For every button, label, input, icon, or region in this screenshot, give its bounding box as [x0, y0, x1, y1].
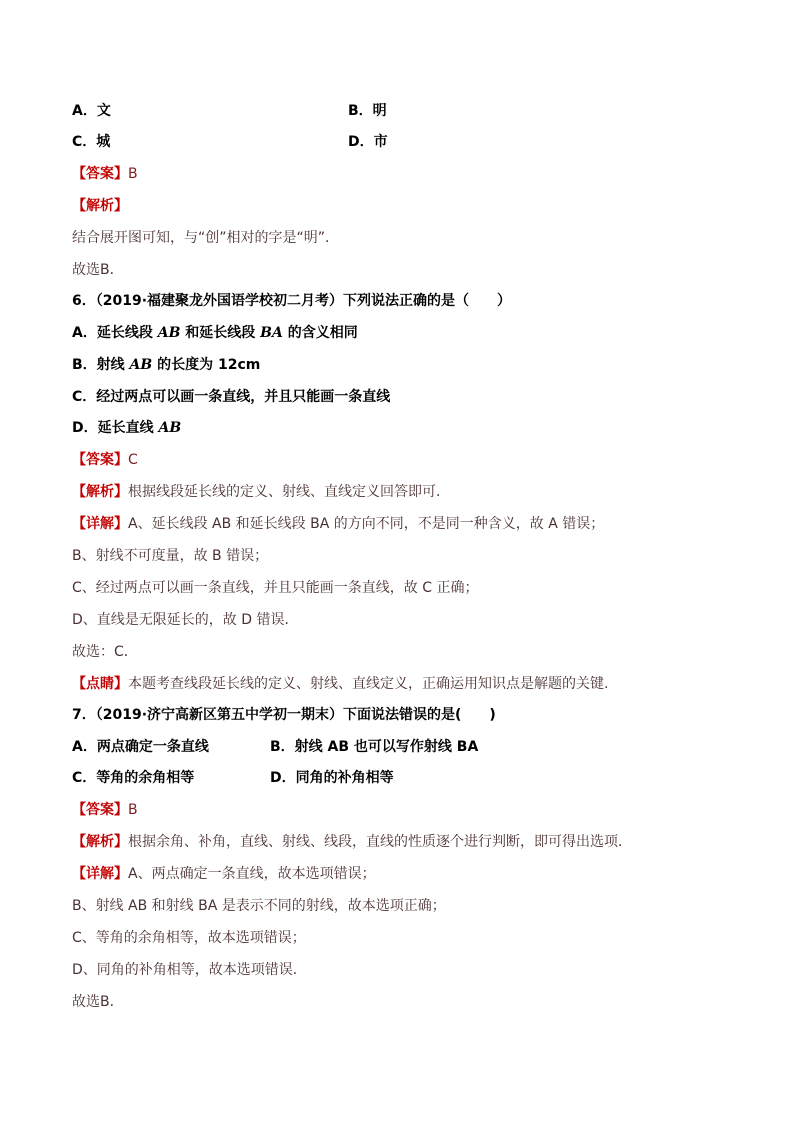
- q7-conclusion: 故选B．: [72, 994, 124, 1010]
- q6-answer: 【答案】C: [72, 452, 138, 468]
- q5-conclusion: 故选B．: [72, 262, 124, 278]
- q7-stem: 7．（2019·济宁高新区第五中学初一期末）下面说法错误的是( ): [72, 707, 496, 723]
- q5-option-a: A．文: [72, 103, 111, 119]
- q7-detail-b: B、射线 AB 和射线 BA 是表示不同的射线，故本选项正确；: [72, 898, 446, 914]
- q6-detail-d: D、直线是无限延长的，故 D 错误．: [72, 612, 299, 628]
- q7-option-c: C．等角的余角相等: [72, 770, 195, 786]
- q6-detail: 【详解】A、延长线段 AB 和延长线段 BA 的方向不同，不是同一种含义，故 A 错误；: [72, 516, 605, 532]
- q5-option-b: B．明: [348, 103, 387, 119]
- q7-option-d: D．同角的补角相等: [270, 770, 394, 786]
- q6-option-c: C．经过两点可以画一条直线，并且只能画一条直线: [72, 389, 391, 405]
- q5-analysis-text: 结合展开图可知，与“创”相对的字是“明”．: [72, 230, 340, 246]
- q6-option-a: A．延长线段 AB 和延长线段 BA 的含义相同: [72, 325, 358, 341]
- answer-tag: 【答案】: [72, 166, 128, 182]
- q5-option-c: C．城: [72, 134, 111, 150]
- q7-detail: 【详解】A、两点确定一条直线，故本选项错误；: [72, 866, 376, 882]
- q6-option-d: D．延长直线 AB: [72, 420, 182, 436]
- q5-analysis-tag: 【解析】: [72, 198, 128, 214]
- answer-value: B: [128, 166, 138, 182]
- q7-analysis: 【解析】根据余角、补角，直线、射线、线段，直线的性质逐个进行判断，即可得出选项．: [72, 834, 632, 850]
- q5-option-d: D．市: [348, 134, 388, 150]
- q5-answer: [72, 164, 138, 184]
- q6-analysis: 【解析】根据线段延长线的定义、射线、直线定义回答即可．: [72, 484, 450, 500]
- q7-detail-d: D、同角的补角相等，故本选项错误.: [72, 962, 298, 978]
- q6-conclusion: 故选：C．: [72, 644, 138, 660]
- q7-answer: 【答案】B: [72, 802, 138, 818]
- q6-point: 【点睛】本题考查线段延长线的定义、射线、直线定义，正确运用知识点是解题的关键.: [72, 676, 609, 692]
- q7-detail-c: C、等角的余角相等，故本选项错误；: [72, 930, 306, 946]
- q6-detail-b: B、射线不可度量，故 B 错误；: [72, 548, 269, 564]
- q7-option-b: B．射线 AB 也可以写作射线 BA: [270, 739, 479, 755]
- q6-stem: 6．（2019·福建聚龙外国语学校初二月考）下列说法正确的是（ ）: [72, 293, 512, 309]
- q6-detail-c: C、经过两点可以画一条直线，并且只能画一条直线，故 C 正确；: [72, 580, 479, 596]
- q7-option-a: A．两点确定一条直线: [72, 739, 209, 755]
- q6-option-b: B．射线 AB 的长度为 12cm: [72, 357, 261, 373]
